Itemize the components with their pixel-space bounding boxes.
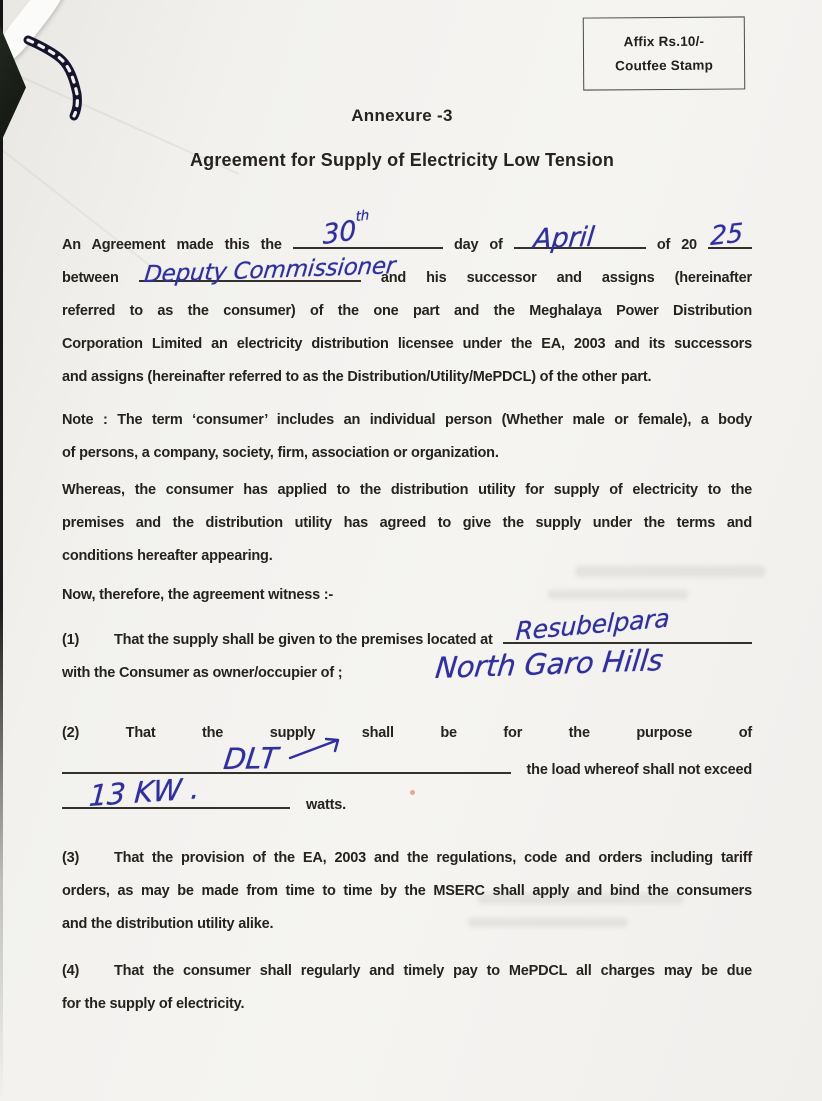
paragraph-line xyxy=(62,842,752,875)
handwritten-purpose: DLT xyxy=(221,740,280,777)
paragraph-line: orders, as may be made from time to time by the MSERC shall apply and bind the consumers xyxy=(62,883,752,899)
annexure-heading: Annexure -3 xyxy=(351,106,453,125)
page-title: Agreement for Supply of Electricity Low Tension xyxy=(189,150,615,170)
paragraph-line: Note : The term ‘consumer’ includes an individual person (Whether male or female), a body xyxy=(62,412,752,428)
watts-label: watts. xyxy=(306,797,346,813)
paragraph-line: (2) That the supply shall be for the purpose of xyxy=(62,725,752,741)
paragraph-line xyxy=(62,955,752,988)
handwritten-year: 25 xyxy=(709,218,744,253)
clause-number: (1) xyxy=(62,632,80,648)
clause-2 xyxy=(62,717,752,822)
handwritten-location: Resubelpara xyxy=(514,603,670,647)
text-segment: That the consumer shall regularly and timely pay to MePDCL all charges may be due xyxy=(114,963,752,979)
whereas-paragraph xyxy=(62,474,752,573)
text-segment: An Agreement made this the xyxy=(62,237,282,253)
paragraph-line: of persons, a company, society, firm, association or organization. xyxy=(62,445,499,461)
paragraph-line: Corporation Limited an electricity distribution licensee under the EA, 2003 and its successors xyxy=(62,336,752,352)
paragraph-line: referred to as the consumer) of the one part and the Meghalaya Power Distribution xyxy=(62,303,752,319)
paragraph-line: and assigns (hereinafter referred to as the Distribution/Utility/MePDCL) of the other part. xyxy=(62,369,652,385)
load-fill-line xyxy=(62,771,290,814)
clause-number: (4) xyxy=(62,963,80,979)
courtfee-stamp-box xyxy=(583,16,746,90)
handwritten-load: 13 KW . xyxy=(87,771,201,814)
paragraph-line: for the supply of electricity. xyxy=(62,996,245,1012)
paragraph-line: with the Consumer as owner/occupier of ; xyxy=(62,665,343,681)
clause-3 xyxy=(62,842,752,941)
handwritten-arrow xyxy=(288,734,348,760)
text-segment: and his successor and assigns (hereinafter xyxy=(380,270,752,286)
party-fill-line xyxy=(139,253,397,289)
stamp-line2: Coutfee Stamp xyxy=(615,57,714,73)
year-fill-line xyxy=(708,218,752,253)
text-segment: day of xyxy=(453,237,503,253)
paragraph-line xyxy=(62,253,752,295)
day-fill-line xyxy=(293,207,443,252)
paragraph-line: premises and the distribution utility has agreed to give the supply under the terms and xyxy=(62,515,752,531)
text-segment: of 20 xyxy=(656,237,697,253)
text-segment: the load whereof shall not exceed xyxy=(526,762,752,778)
clause-number: (3) xyxy=(62,850,80,866)
handwritten-party: Deputy Commissioner xyxy=(142,253,397,289)
paragraph-line: Whereas, the consumer has applied to the distribution utility for supply of electricity to the xyxy=(62,482,752,498)
text-segment: That the provision of the EA, 2003 and the regulations, code and orders including tariff xyxy=(114,850,752,866)
paragraph-line: conditions hereafter appearing. xyxy=(62,548,273,564)
handwritten-month: April xyxy=(531,221,596,256)
handwritten-location-2: North Garo Hills xyxy=(433,642,665,686)
paragraph-line: and the distribution utility alike. xyxy=(62,916,274,932)
location-fill-line xyxy=(503,603,752,647)
note-paragraph xyxy=(62,404,752,470)
paragraph-line xyxy=(62,207,752,262)
clause-number: (2) xyxy=(62,725,80,741)
purpose-fill-line xyxy=(62,740,511,777)
stamp-line1: Affix Rs.10/- xyxy=(623,33,705,49)
text-segment: That the supply shall be given to the premises located at xyxy=(114,632,493,648)
paragraph-line: Now, therefore, the agreement witness :- xyxy=(62,587,334,603)
handwritten-day: 30th xyxy=(321,207,370,252)
month-fill-line xyxy=(514,221,646,256)
paragraph-line xyxy=(62,771,752,822)
clause-1 xyxy=(62,603,752,690)
clause-4 xyxy=(62,955,752,1021)
opening-paragraph xyxy=(62,207,752,394)
text-segment: between xyxy=(62,270,119,286)
